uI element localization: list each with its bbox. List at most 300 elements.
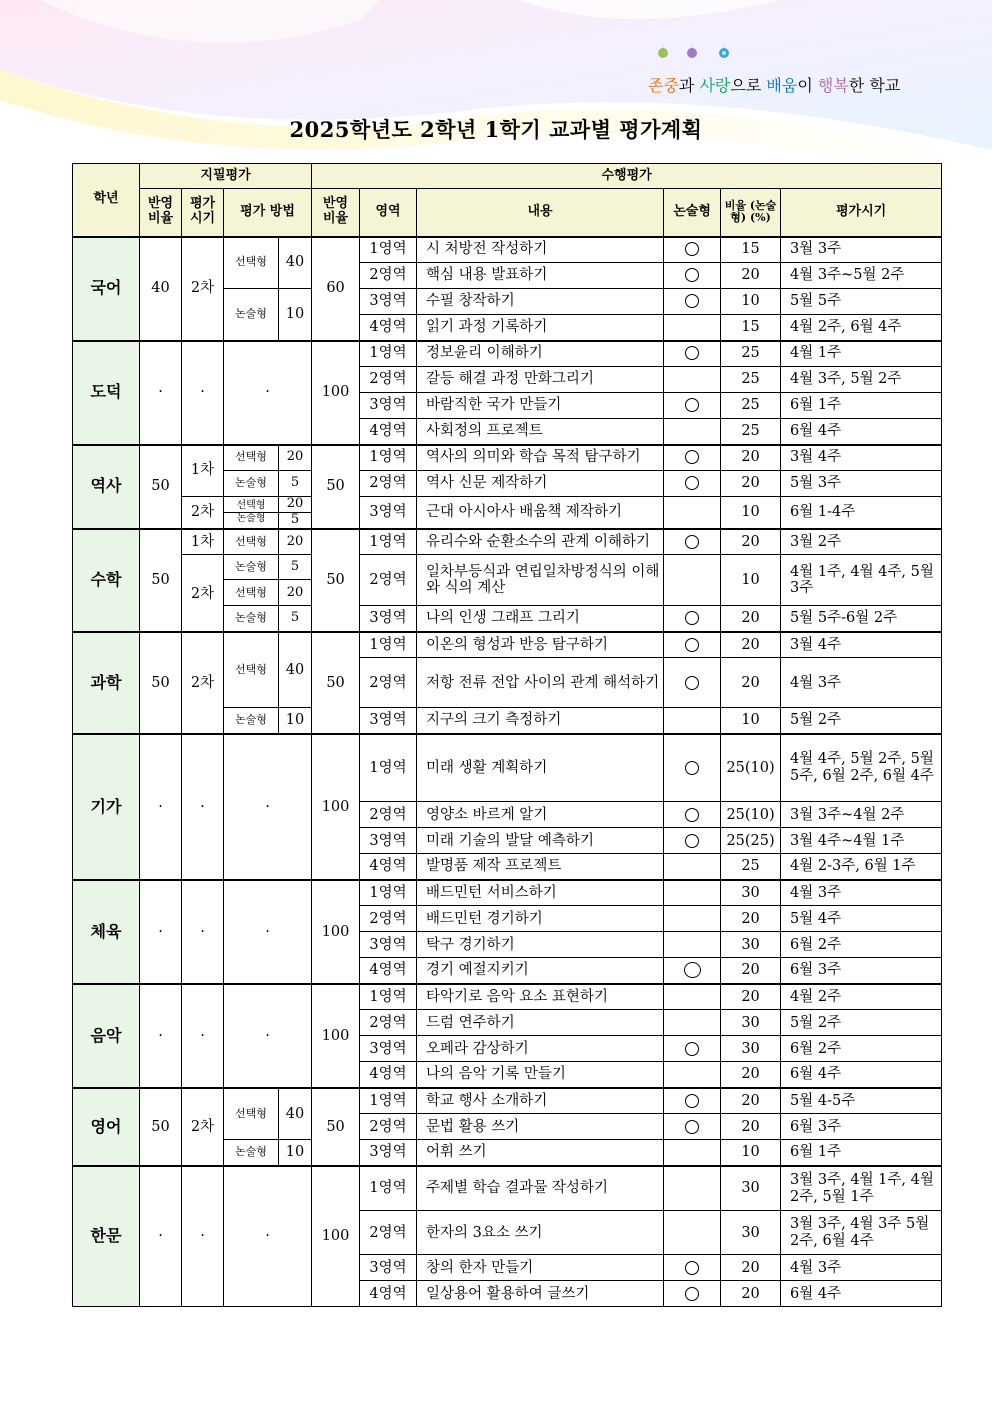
table-row — [73, 734, 942, 802]
essay-cell — [664, 237, 721, 263]
essay-mark-circle-icon — [685, 450, 699, 464]
content-cell: 미래 기술의 발달 예측하기 — [417, 828, 664, 854]
essay-mark-circle-icon — [685, 242, 699, 256]
essay-mark-circle-icon — [685, 808, 699, 822]
schedule-cell: 4월 2주 — [781, 984, 942, 1010]
schedule-cell: 4월 2주, 6월 4주 — [781, 315, 942, 341]
subject-group — [73, 734, 942, 880]
schedule-cell: 4월 3주~5월 2주 — [781, 263, 942, 289]
rate-cell: 15 — [721, 315, 781, 341]
table-row — [73, 445, 942, 471]
written-timing: 2차 — [182, 237, 224, 341]
rate-cell: 25 — [721, 393, 781, 419]
area-cell: 1영역 — [360, 237, 417, 263]
area-cell: 1영역 — [360, 1166, 417, 1211]
subject-group — [73, 880, 942, 984]
rate-cell: 30 — [721, 1036, 781, 1062]
method-points-line: 20 — [279, 497, 311, 513]
method-type: 논술형 — [224, 606, 279, 632]
written-timing: · — [182, 880, 224, 984]
method-type: 선택형 — [224, 445, 279, 471]
area-cell: 1영역 — [360, 445, 417, 471]
header-written-method: 평가 방법 — [224, 189, 312, 237]
essay-mark-circle-icon — [685, 1094, 699, 1108]
area-cell: 3영역 — [360, 497, 417, 529]
perf-ratio: 50 — [312, 632, 360, 734]
written-method: · — [224, 880, 312, 984]
area-cell: 2영역 — [360, 471, 417, 497]
schedule-cell: 6월 4주 — [781, 1062, 942, 1088]
rate-cell: 25 — [721, 419, 781, 445]
header-written-timing: 평가 시기 — [182, 189, 224, 237]
content-cell: 드럼 연주하기 — [417, 1010, 664, 1036]
method-points: 40 — [279, 632, 312, 708]
area-cell: 2영역 — [360, 1114, 417, 1140]
essay-cell — [664, 984, 721, 1010]
rate-cell: 30 — [721, 1166, 781, 1211]
content-cell: 정보윤리 이해하기 — [417, 341, 664, 367]
method-type: 선택형 — [224, 529, 279, 555]
essay-cell — [664, 1114, 721, 1140]
perf-ratio: 100 — [312, 734, 360, 880]
essay-cell — [664, 880, 721, 906]
essay-cell — [664, 263, 721, 289]
content-cell: 한자의 3요소 쓰기 — [417, 1211, 664, 1255]
schedule-cell: 5월 2주 — [781, 1010, 942, 1036]
schedule-cell: 6월 2주 — [781, 1036, 942, 1062]
written-ratio: 50 — [140, 632, 182, 734]
method-type: 논술형 — [224, 289, 279, 341]
method-points: 10 — [279, 708, 312, 734]
content-cell: 경기 예절지키기 — [417, 958, 664, 984]
essay-mark-circle-icon — [685, 611, 699, 625]
written-timing: 2차 — [182, 632, 224, 734]
written-ratio: 40 — [140, 237, 182, 341]
table-row — [73, 341, 942, 367]
area-cell: 2영역 — [360, 367, 417, 393]
essay-cell — [664, 734, 721, 802]
area-cell: 2영역 — [360, 802, 417, 828]
essay-mark-circle-icon — [685, 1287, 699, 1301]
schedule-cell: 3월 4주 — [781, 445, 942, 471]
rate-cell: 25 — [721, 367, 781, 393]
page-title: 2025학년도 2학년 1학기 교과별 평가계획 — [289, 117, 703, 142]
essay-cell — [664, 708, 721, 734]
subject-group — [73, 984, 942, 1088]
method-points-line: 5 — [290, 511, 300, 527]
content-cell: 일상용어 활용하여 글쓰기 — [417, 1281, 664, 1307]
subject-name: 체육 — [73, 880, 140, 984]
schedule-cell: 3월 4주 — [781, 632, 942, 658]
subject-name: 한문 — [73, 1166, 140, 1307]
table-row — [73, 984, 942, 1010]
content-cell: 미래 생활 계획하기 — [417, 734, 664, 802]
essay-cell — [664, 932, 721, 958]
essay-cell — [664, 1281, 721, 1307]
subject-group — [73, 1166, 942, 1307]
subject-group — [73, 529, 942, 632]
schedule-cell: 3월 3주~4월 2주 — [781, 802, 942, 828]
content-cell: 바람직한 국가 만들기 — [417, 393, 664, 419]
written-method: · — [224, 341, 312, 445]
content-cell: 배드민턴 경기하기 — [417, 906, 664, 932]
content-cell: 역사 신문 제작하기 — [417, 471, 664, 497]
essay-cell — [664, 1010, 721, 1036]
table-row — [73, 1088, 942, 1114]
essay-cell — [664, 828, 721, 854]
schedule-cell: 3월 2주 — [781, 529, 942, 555]
header-performance: 수행평가 — [312, 164, 942, 189]
rate-cell: 15 — [721, 237, 781, 263]
content-cell: 나의 음악 기록 만들기 — [417, 1062, 664, 1088]
essay-cell — [664, 906, 721, 932]
essay-mark-circle-icon — [685, 834, 699, 848]
schedule-cell: 3월 3주 — [781, 237, 942, 263]
schedule-cell: 5월 4주 — [781, 906, 942, 932]
slogan-part: 행복 — [817, 76, 849, 95]
written-ratio: · — [140, 1166, 182, 1307]
written-ratio: · — [140, 984, 182, 1088]
area-cell: 4영역 — [360, 419, 417, 445]
method-type: 선택형 — [224, 1088, 279, 1140]
essay-cell — [664, 632, 721, 658]
essay-cell — [664, 1088, 721, 1114]
perf-ratio: 100 — [312, 341, 360, 445]
schedule-cell: 4월 4주, 5월 2주, 5월 5주, 6월 2주, 6월 4주 — [781, 734, 942, 802]
subject-name: 도덕 — [73, 341, 140, 445]
subject-name: 과학 — [73, 632, 140, 734]
area-cell: 2영역 — [360, 1010, 417, 1036]
written-timing: · — [182, 341, 224, 445]
content-cell: 사회정의 프로젝트 — [417, 419, 664, 445]
schedule-cell: 6월 3주 — [781, 958, 942, 984]
perf-ratio: 100 — [312, 984, 360, 1088]
content-cell: 어휘 쓰기 — [417, 1140, 664, 1166]
essay-mark-circle-icon — [685, 676, 699, 690]
schedule-cell: 6월 3주 — [781, 1114, 942, 1140]
rate-cell: 10 — [721, 289, 781, 315]
schedule-cell: 4월 3주 — [781, 1255, 942, 1281]
content-cell: 창의 한자 만들기 — [417, 1255, 664, 1281]
rate-cell: 25(25) — [721, 828, 781, 854]
area-cell: 4영역 — [360, 1281, 417, 1307]
content-cell: 역사의 의미와 학습 목적 탐구하기 — [417, 445, 664, 471]
area-cell: 1영역 — [360, 984, 417, 1010]
subject-name: 수학 — [73, 529, 140, 632]
area-cell: 3영역 — [360, 289, 417, 315]
method-points: 5 — [279, 471, 312, 497]
content-cell: 문법 활용 쓰기 — [417, 1114, 664, 1140]
content-cell: 수필 창작하기 — [417, 289, 664, 315]
slogan-part: 사랑 — [699, 76, 731, 95]
content-cell: 영양소 바르게 알기 — [417, 802, 664, 828]
content-cell: 주제별 학습 결과물 작성하기 — [417, 1166, 664, 1211]
area-cell: 3영역 — [360, 606, 417, 632]
rate-cell: 25 — [721, 341, 781, 367]
content-cell: 핵심 내용 발표하기 — [417, 263, 664, 289]
perf-ratio: 100 — [312, 880, 360, 984]
table-row — [73, 237, 942, 263]
written-timing: · — [182, 734, 224, 880]
subject-group — [73, 445, 942, 529]
schedule-cell: 5월 4-5주 — [781, 1088, 942, 1114]
method-type-line: 선택형 — [235, 586, 267, 600]
content-cell: 나의 인생 그래프 그리기 — [417, 606, 664, 632]
essay-cell — [664, 529, 721, 555]
rate-cell: 25(10) — [721, 802, 781, 828]
table-row — [73, 632, 942, 658]
schedule-cell: 6월 4주 — [781, 1281, 942, 1307]
essay-cell — [664, 445, 721, 471]
rate-cell: 20 — [721, 1088, 781, 1114]
schedule-cell: 4월 3주 — [781, 658, 942, 708]
perf-ratio: 50 — [312, 529, 360, 632]
header-schedule: 평가시기 — [781, 189, 942, 237]
method-type-line: 논술형 — [236, 512, 266, 524]
method-points — [279, 555, 312, 606]
rate-cell: 20 — [721, 471, 781, 497]
content-cell: 읽기 과정 기록하기 — [417, 315, 664, 341]
written-ratio: 50 — [140, 529, 182, 632]
essay-mark-circle-icon — [684, 962, 701, 978]
schedule-cell: 3월 3주, 4월 3주 5월 2주, 6월 4주 — [781, 1211, 942, 1255]
written-method: · — [224, 1166, 312, 1307]
essay-mark-circle-icon — [685, 476, 699, 490]
subject-name: 국어 — [73, 237, 140, 341]
schedule-cell: 6월 1-4주 — [781, 497, 942, 529]
schedule-cell: 5월 2주 — [781, 708, 942, 734]
area-cell: 4영역 — [360, 1062, 417, 1088]
rate-cell: 20 — [721, 632, 781, 658]
area-cell: 3영역 — [360, 1255, 417, 1281]
essay-cell — [664, 1211, 721, 1255]
method-points-line: 20 — [286, 585, 304, 601]
written-method: · — [224, 984, 312, 1088]
area-cell: 2영역 — [360, 906, 417, 932]
essay-cell — [664, 1036, 721, 1062]
schedule-cell: 4월 3주 — [781, 880, 942, 906]
essay-mark-circle-icon — [685, 268, 699, 282]
content-cell: 시 처방전 작성하기 — [417, 237, 664, 263]
rate-cell: 20 — [721, 1281, 781, 1307]
table-row — [73, 880, 942, 906]
schedule-cell: 6월 2주 — [781, 932, 942, 958]
method-type: 선택형 — [224, 632, 279, 708]
essay-cell — [664, 1140, 721, 1166]
evaluation-plan-table — [72, 163, 942, 1307]
header-written-ratio: 반영 비율 — [140, 189, 182, 237]
rate-cell: 10 — [721, 708, 781, 734]
essay-mark-circle-icon — [685, 638, 699, 652]
area-cell: 1영역 — [360, 1088, 417, 1114]
rate-cell: 20 — [721, 606, 781, 632]
essay-mark-circle-icon — [685, 294, 699, 308]
essay-cell — [664, 393, 721, 419]
method-points — [279, 497, 312, 529]
decorative-dots — [655, 44, 735, 60]
rate-cell: 30 — [721, 1211, 781, 1255]
essay-cell — [664, 1255, 721, 1281]
subject-name: 역사 — [73, 445, 140, 529]
area-cell: 3영역 — [360, 393, 417, 419]
method-points: 5 — [279, 606, 312, 632]
slogan-part: 으로 — [730, 76, 767, 95]
essay-mark-circle-icon — [685, 535, 699, 549]
header-rate: 비율 (논술형) (%) — [721, 189, 781, 237]
method-points: 20 — [279, 445, 312, 471]
content-cell: 저항 전류 전압 사이의 관계 해석하기 — [417, 658, 664, 708]
perf-ratio: 50 — [312, 445, 360, 529]
written-timing: 2차 — [182, 1088, 224, 1166]
area-cell: 1영역 — [360, 734, 417, 802]
header-content: 내용 — [417, 189, 664, 237]
written-timing: 2차 — [182, 497, 224, 529]
content-cell: 지구의 크기 측정하기 — [417, 708, 664, 734]
perf-ratio: 60 — [312, 237, 360, 341]
essay-mark-circle-icon — [685, 398, 699, 412]
schedule-cell: 6월 1주 — [781, 393, 942, 419]
essay-mark-circle-icon — [685, 346, 699, 360]
written-timing-line: 2차 — [190, 586, 215, 603]
rate-cell: 20 — [721, 958, 781, 984]
area-cell: 1영역 — [360, 880, 417, 906]
method-type: 선택형 — [224, 237, 279, 289]
essay-cell — [664, 367, 721, 393]
essay-cell — [664, 854, 721, 880]
content-cell: 배드민턴 서비스하기 — [417, 880, 664, 906]
rate-cell: 30 — [721, 880, 781, 906]
area-cell: 2영역 — [360, 1211, 417, 1255]
content-cell: 탁구 경기하기 — [417, 932, 664, 958]
rate-cell: 10 — [721, 555, 781, 606]
area-cell: 2영역 — [360, 555, 417, 606]
rate-cell: 10 — [721, 1140, 781, 1166]
schedule-cell: 5월 5주 — [781, 289, 942, 315]
schedule-cell: 4월 3주, 5월 2주 — [781, 367, 942, 393]
essay-cell — [664, 658, 721, 708]
schedule-cell: 3월 3주, 4월 1주, 4월 2주, 5월 1주 — [781, 1166, 942, 1211]
written-method: · — [224, 734, 312, 880]
area-cell: 2영역 — [360, 263, 417, 289]
rate-cell: 20 — [721, 906, 781, 932]
content-cell: 일차부등식과 연립일차방정식의 이해와 식의 계산 — [417, 555, 664, 606]
content-cell: 근대 아시아사 배움책 제작하기 — [417, 497, 664, 529]
method-points: 10 — [279, 1140, 312, 1166]
perf-ratio: 100 — [312, 1166, 360, 1307]
content-cell: 유리수와 순환소수의 관계 이해하기 — [417, 529, 664, 555]
subject-group — [73, 1088, 942, 1166]
essay-cell — [664, 289, 721, 315]
table-row — [73, 1166, 942, 1211]
essay-cell — [664, 341, 721, 367]
rate-cell: 20 — [721, 1114, 781, 1140]
method-type: 논술형 — [224, 471, 279, 497]
table-row — [73, 555, 942, 606]
area-cell: 1영역 — [360, 529, 417, 555]
subject-group — [73, 632, 942, 734]
schedule-cell: 5월 3주 — [781, 471, 942, 497]
method-points: 20 — [279, 529, 312, 555]
rate-cell: 30 — [721, 932, 781, 958]
written-timing: 1차 — [182, 445, 224, 497]
essay-mark-circle-icon — [685, 1120, 699, 1134]
essay-mark-circle-icon — [685, 1261, 699, 1275]
subject-name: 영어 — [73, 1088, 140, 1166]
written-ratio: · — [140, 734, 182, 880]
written-timing: · — [182, 984, 224, 1088]
content-cell: 타악기로 음악 요소 표현하기 — [417, 984, 664, 1010]
perf-ratio: 50 — [312, 1088, 360, 1166]
written-ratio: 50 — [140, 1088, 182, 1166]
method-points: 40 — [279, 237, 312, 289]
content-cell: 이온의 형성과 반응 탐구하기 — [417, 632, 664, 658]
table-header — [73, 164, 942, 237]
method-type-line: 논술형 — [224, 555, 278, 580]
rate-cell: 20 — [721, 984, 781, 1010]
header-written-exam: 지필평가 — [140, 164, 312, 189]
school-slogan — [648, 73, 900, 96]
slogan-part: 이 — [797, 76, 818, 95]
header-perf-ratio: 반영 비율 — [312, 189, 360, 237]
header-essay: 논술형 — [664, 189, 721, 237]
essay-cell — [664, 958, 721, 984]
subject-name: 음악 — [73, 984, 140, 1088]
method-type: 논술형 — [224, 1140, 279, 1166]
essay-cell — [664, 497, 721, 529]
slogan-part: 한 학교 — [848, 76, 901, 95]
schedule-cell: 6월 4주 — [781, 419, 942, 445]
slogan-part: 배움 — [766, 76, 798, 95]
subject-group — [73, 341, 942, 445]
method-type — [224, 497, 279, 529]
table-row — [73, 497, 942, 529]
rate-cell: 20 — [721, 263, 781, 289]
content-cell: 발명품 제작 프로젝트 — [417, 854, 664, 880]
essay-cell — [664, 315, 721, 341]
area-cell: 3영역 — [360, 932, 417, 958]
essay-cell — [664, 555, 721, 606]
essay-cell — [664, 606, 721, 632]
content-cell: 학교 행사 소개하기 — [417, 1088, 664, 1114]
essay-cell — [664, 471, 721, 497]
subject-name: 기가 — [73, 734, 140, 880]
written-timing: 1차 — [182, 529, 224, 555]
rate-cell: 20 — [721, 1255, 781, 1281]
method-type: 논술형 — [224, 708, 279, 734]
essay-cell — [664, 419, 721, 445]
header-area: 영역 — [360, 189, 417, 237]
area-cell: 3영역 — [360, 1036, 417, 1062]
rate-cell: 25 — [721, 854, 781, 880]
area-cell: 3영역 — [360, 1140, 417, 1166]
method-type-line: 선택형 — [224, 500, 278, 513]
essay-cell — [664, 1166, 721, 1211]
schedule-cell: 4월 1주 — [781, 341, 942, 367]
rate-cell: 25(10) — [721, 734, 781, 802]
written-ratio: · — [140, 880, 182, 984]
area-cell: 1영역 — [360, 632, 417, 658]
written-ratio: 50 — [140, 445, 182, 529]
slogan-part: 존중 — [648, 76, 679, 95]
written-timing: · — [182, 1166, 224, 1307]
rate-cell: 20 — [721, 1062, 781, 1088]
written-timing — [182, 555, 224, 632]
area-cell: 3영역 — [360, 828, 417, 854]
schedule-cell: 3월 4주~4월 1주 — [781, 828, 942, 854]
schedule-cell: 4월 1주, 4월 4주, 5월 3주 — [781, 555, 942, 606]
rate-cell: 30 — [721, 1010, 781, 1036]
table-row — [73, 529, 942, 555]
